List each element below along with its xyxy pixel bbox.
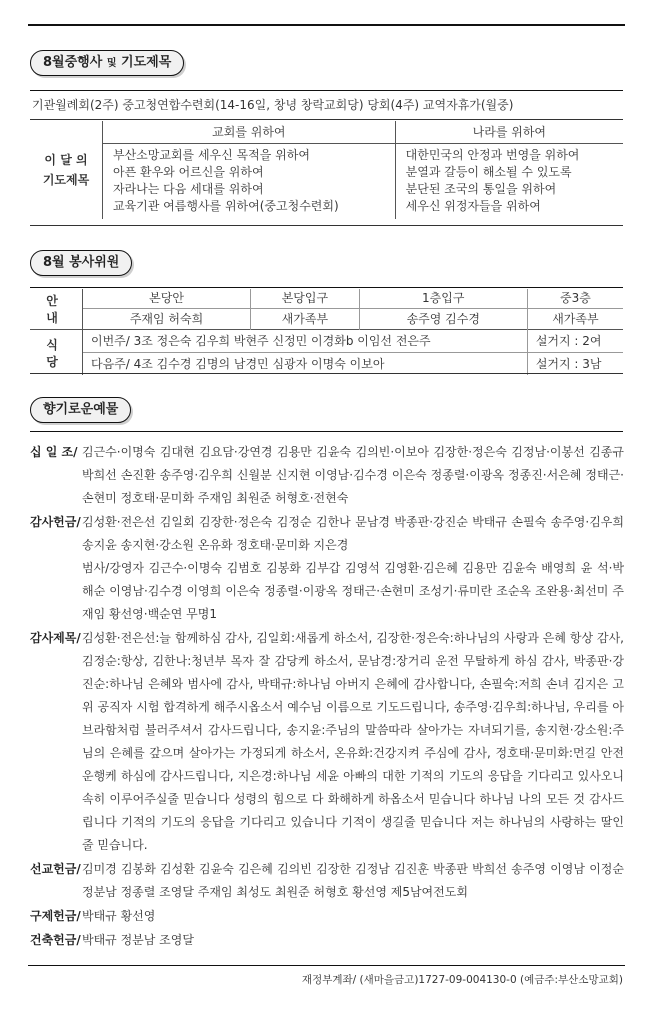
section-title-offerings: 향기로운예물 [30, 397, 131, 423]
top-rule [28, 24, 625, 26]
bottom-rule [28, 965, 625, 966]
offering-thanks-topics: 감사제목/ 김성환·전은선:늘 함께하심 감사, 김일회:새롭게 하소서, 김장한·정은숙:하나님의 사랑과 은혜 항상 감사, 김정순:항상, 김한나:청년부 목자 잘 감당케 하소서, 문남경:장거리 운전 무탈하게 하심 감사, 박종판·강진순:하나님 은혜와 범사에 감사, 박태규:하나님 아버지 은혜에 감사합니다, 손필숙:저희 손녀 김지은 고위 공직자 시험 합격하게 해주시옵소서 예수님 이름으로 기도드립니다, 송주영·김우희:하나님, 우리를 아브라함처럼 불러주셔서 감사드립니다, 송지윤:주님의 말씀따라 살아가는 자녀되기를, 송지현·강소원:주님의 은혜를 갚으며 살아가는 가정되게 하소서, 온유화:건강지켜 주심에 감사, 정호태·문미화:먼길 안전 운행케 하심에 감사드립니다, 지은경:하나님 세윤 아빠의 대한 기적의 기도의 응답을 기다리고 있사오니 속히 이루어주실줄 믿습니다 성령의 힘으로 다 화해하게 하옵소서 믿습니다 하나님 나의 모든 것 감사드립니다 기적의 기도의 응답을 기다리고 있습니다 기적이 생길줄 믿습니다 저는 하나님의 사랑하는 딸인줄 믿습니다. [30, 631, 624, 852]
section-title-events: 8월중행사 및 기도제목 [30, 50, 184, 76]
divider [30, 287, 623, 288]
offering-list [30, 441, 624, 953]
nation-header: 나라를 위하여 [395, 121, 623, 144]
meal-row: 이번주/ 3조 정은숙 김우희 박현주 신정민 이경화b 이임선 전은주 [83, 330, 528, 353]
meal-row: 다음주/ 4조 김수경 김명의 남경민 심광자 이명숙 이보아 [83, 353, 528, 376]
offering-mission: 선교헌금/ 김미경 김봉화 김성환 김윤숙 김은혜 김의빈 김장한 김정남 김진훈 박종판 박희선 송주영 이영남 이정순 정분남 정종렬 조영달 주재임 최성도 최원준 허형호 황선영 제5남여전도회 [30, 862, 624, 899]
divider [30, 90, 623, 91]
church-items: 부산소망교회를 세우신 목적을 위하여 아픈 환우와 어르신을 위하여 자라나는 다음 세대를 위하여 교육기관 여름행사를 위하여(중고청수련회) [103, 144, 396, 220]
meal-dish: 설거지 : 2여 [527, 330, 623, 353]
divider [30, 373, 623, 374]
church-header: 교회를 위하여 [103, 121, 396, 144]
divider [30, 431, 623, 432]
meal-label: 식 당 [30, 330, 83, 376]
prayer-label: 이 달 의 기도제목 [30, 121, 103, 219]
volunteer-table: 안 내 본당안 본당입구 1층입구 중3층 주재임 허숙희 새가족부 송주영 김수경 새가족부 식 당 이번주/ 3조 정은숙 김우희 박현주 신정민 이경화b 이임선 전은주 설거지 : 2여 다음주/ 4조 김수경 김명의 남경민 심광자 이명숙 이보아 설거지 : 3남 [30, 289, 623, 375]
offering-building: 건축헌금/ 박태규 정분남 조영달 [30, 933, 194, 947]
section-title-volunteers: 8월 봉사위원 [30, 250, 132, 276]
divider [30, 119, 623, 120]
offering-thanks: 감사헌금/ 김성환·전은선 김일회 김장한·정은숙 김정순 김한나 문남경 박종판·강진순 박태규 손필숙 송주영·김우희 송지윤 송지현·강소원 온유화 정호태·문미화 지은경 범사/강영자 김근수·이명숙 김범호 김봉화 김부갑 김영석 김영환·김은혜 김용만 김윤숙 배영희 윤 석·박해순 이영남·김수경 이영희 이은숙 정종렬·이광옥 정태근·손현미 조성기·류미란 조순옥 조완용·최선미 주재임 황선영·백순연 무명1 [30, 515, 624, 621]
offering-tithe: 십 일 조/ 김근수·이명숙 김대현 김요담·강연경 김용만 김윤숙 김의빈·이보아 김장한·정은숙 김정남·이봉선 김종규 박희선 손진환 송주영·김우희 신월분 신지현 이영남·김수경 이은숙 정종렬·이광옥 정종진·서은혜 정태근·손현미 정호태·문미화 주재임 최원준 허형호·전현숙 [30, 445, 624, 505]
events-text: 기관월례회(2주) 중고청연합수련회(14-16일, 창녕 창락교회당) 당회(4주) 교역자휴가(월중) [32, 98, 514, 112]
meal-dish: 설거지 : 3남 [535, 357, 602, 371]
nation-items: 대한민국의 안정과 번영을 위하여 분열과 갈등이 해소될 수 있도록 분단된 조국의 통일을 위하여 세우신 위정자들을 위하여 [405, 148, 580, 213]
divider [30, 225, 623, 226]
footer-account: 재정부계좌/ (새마을금고)1727-09-004130-0 (예금주:부산소망교회) [301, 974, 623, 986]
guide-label: 안 내 [30, 289, 83, 330]
prayer-table [30, 121, 623, 219]
offering-relief: 구제헌금/ 박태규 황선영 [30, 909, 156, 923]
